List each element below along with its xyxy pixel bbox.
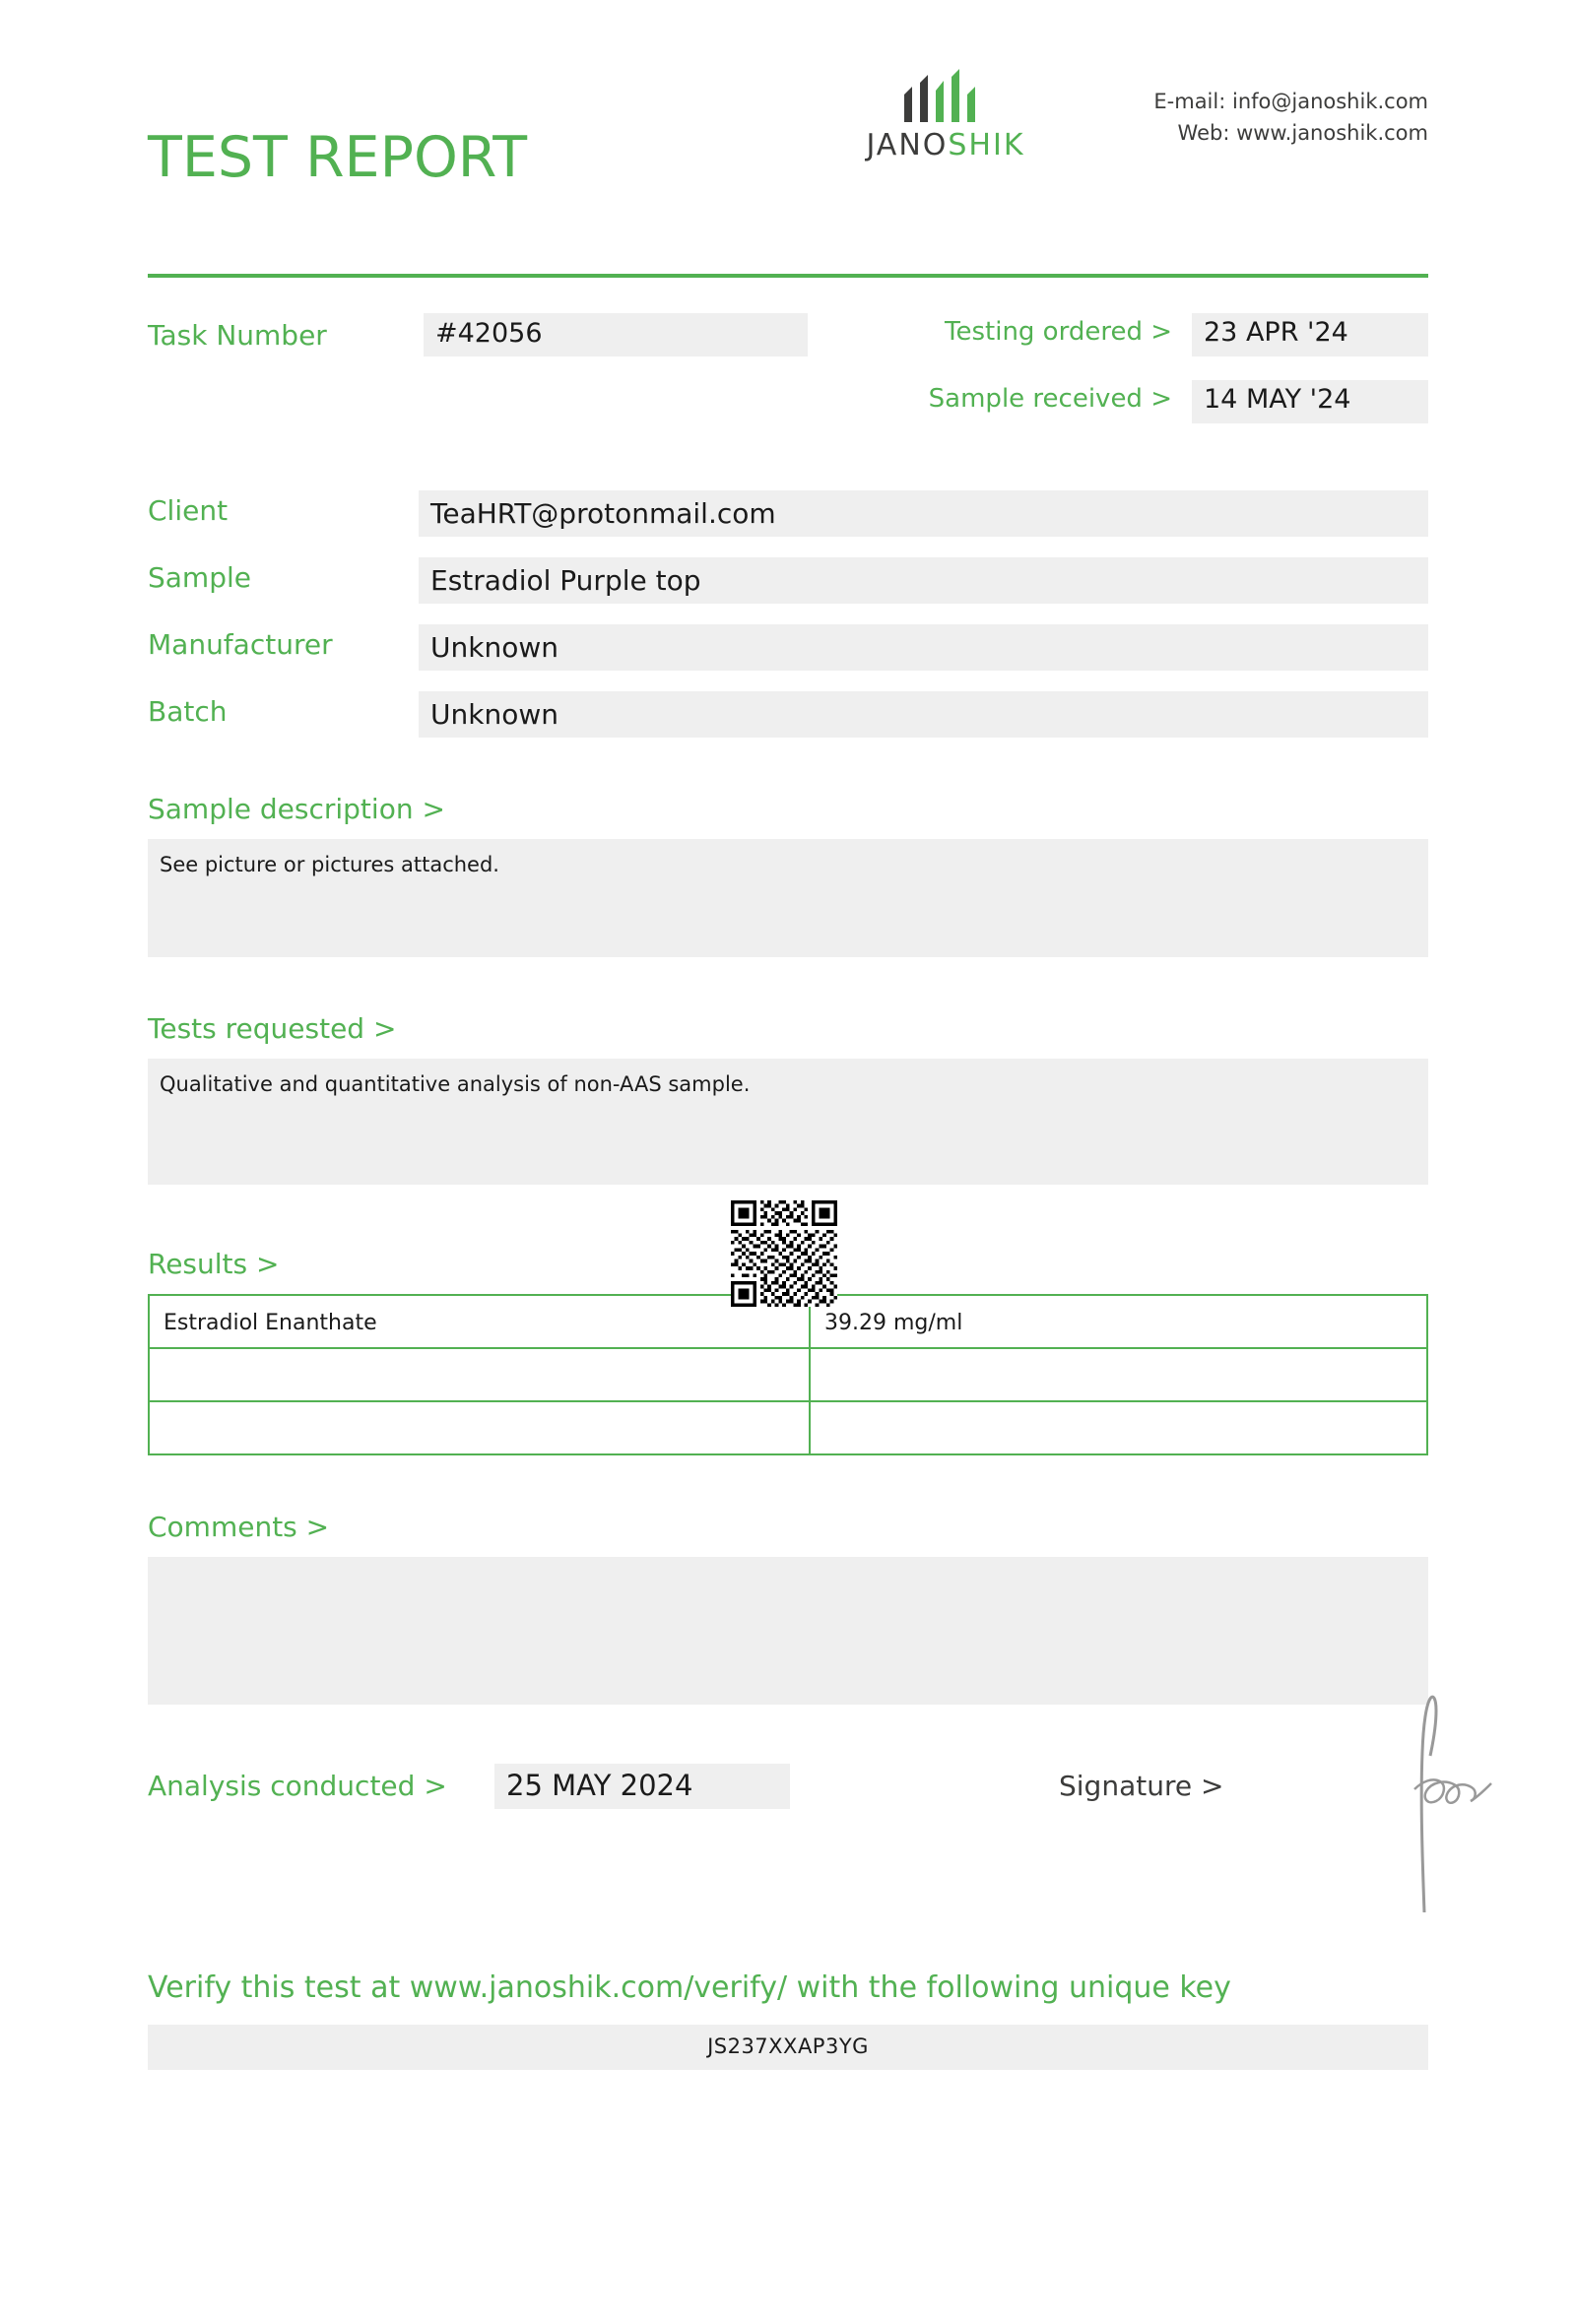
- verify-text: Verify this test at www.janoshik.com/verify/ with the following unique key: [148, 1970, 1231, 2005]
- task-number-label: Task Number: [148, 319, 327, 352]
- sample-info-block: [148, 490, 1428, 738]
- testing-ordered-value: 23 APR '24: [1192, 313, 1428, 356]
- results-section: [148, 1230, 1428, 1455]
- logo-word-green: SHIK: [948, 128, 1025, 162]
- result-analyte: [149, 1401, 810, 1454]
- info-row-batch: [148, 691, 1428, 738]
- tests-requested-heading: Tests requested >: [148, 1012, 397, 1045]
- comments-heading: Comments >: [148, 1511, 330, 1543]
- client-value: TeaHRT@protonmail.com: [419, 490, 1428, 537]
- result-analyte: Estradiol Enanthate: [149, 1295, 810, 1348]
- manufacturer-label: Manufacturer: [148, 628, 333, 661]
- page-title: TEST REPORT: [148, 125, 528, 190]
- info-row-client: [148, 490, 1428, 537]
- signature-row: [148, 1750, 1428, 1947]
- qr-code-icon: [731, 1200, 837, 1307]
- sample-label: Sample: [148, 561, 251, 594]
- sample-description-text: See picture or pictures attached.: [148, 839, 1428, 957]
- comments-text: [148, 1557, 1428, 1705]
- logo-wordmark: [837, 128, 1054, 162]
- testing-ordered-label: Testing ordered >: [945, 317, 1172, 347]
- info-row-sample: [148, 557, 1428, 604]
- results-heading: Results >: [148, 1248, 280, 1280]
- report-header: [148, 0, 1428, 256]
- analysis-conducted-label: Analysis conducted >: [148, 1770, 447, 1802]
- contact-info: [1153, 87, 1428, 149]
- unique-key: JS237XXAP3YG: [148, 2025, 1428, 2070]
- sample-value: Estradiol Purple top: [419, 557, 1428, 604]
- task-row: [148, 313, 1428, 421]
- contact-web: Web: www.janoshik.com: [1177, 120, 1428, 145]
- result-amount: [810, 1401, 1427, 1454]
- result-amount: 39.29 mg/ml: [810, 1295, 1427, 1348]
- signature-icon: [1379, 1691, 1537, 1917]
- sample-received-value: 14 MAY '24: [1192, 380, 1428, 423]
- table-row: [149, 1401, 1427, 1454]
- task-number-value: #42056: [424, 313, 808, 356]
- janoshik-logo: [837, 69, 1054, 162]
- result-analyte: [149, 1348, 810, 1401]
- sample-description-heading: Sample description >: [148, 793, 445, 825]
- results-table: [148, 1294, 1428, 1455]
- result-amount: [810, 1348, 1427, 1401]
- batch-label: Batch: [148, 695, 228, 728]
- client-label: Client: [148, 494, 229, 527]
- signature-label: Signature >: [1059, 1770, 1224, 1802]
- logo-word-dark: JANO: [866, 128, 949, 162]
- tests-requested-text: Qualitative and quantitative analysis of non-AAS sample.: [148, 1059, 1428, 1185]
- header-divider: [148, 274, 1428, 278]
- logo-mountain-icon: [886, 69, 1005, 124]
- table-row: [149, 1348, 1427, 1401]
- batch-value: Unknown: [419, 691, 1428, 738]
- sample-received-label: Sample received >: [928, 384, 1172, 414]
- info-row-manufacturer: [148, 624, 1428, 671]
- contact-email: E-mail: info@janoshik.com: [1153, 90, 1428, 113]
- analysis-conducted-date: 25 MAY 2024: [494, 1764, 790, 1809]
- manufacturer-value: Unknown: [419, 624, 1428, 671]
